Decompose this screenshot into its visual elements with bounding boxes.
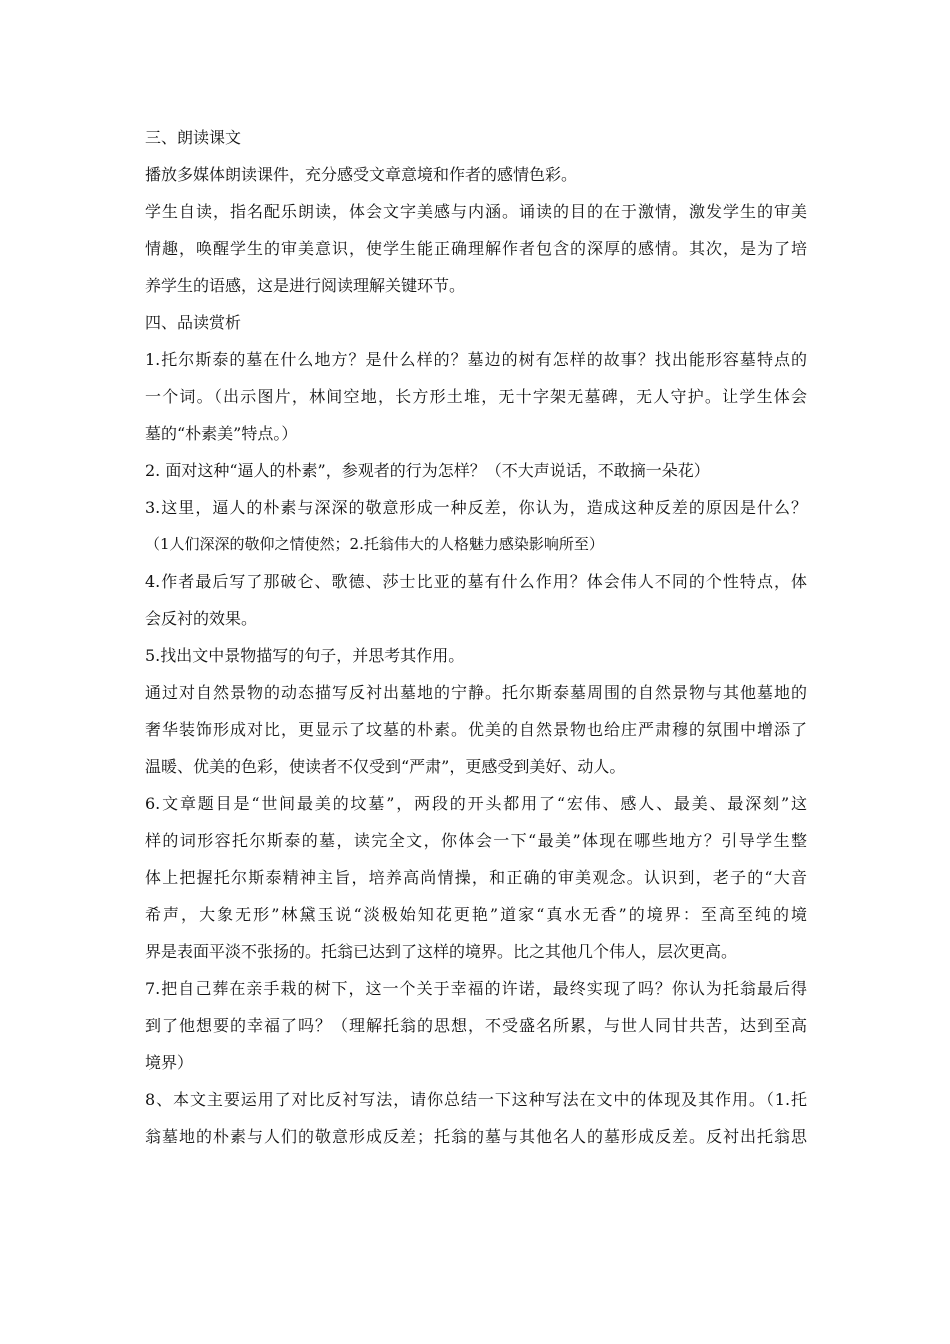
paragraph-line: 学生自读，指名配乐朗读，体会文字美感与内涵。诵读的目的在于激情，激发学生的审美 xyxy=(145,202,807,221)
paragraph-line: 播放多媒体朗读课件，充分感受文章意境和作者的感情色彩。 xyxy=(145,165,578,184)
paragraph-line: 情趣，唤醒学生的审美意识，使学生能正确理解作者包含的深厚的感情。其次，是为了培 xyxy=(145,239,807,258)
paragraph-line: 通过对自然景物的动态描写反衬出墓地的宁静。托尔斯泰墓周围的自然景物与其他墓地的 xyxy=(145,683,807,702)
question-line: 6.文章题目是“世间最美的坟墓”，两段的开头都用了“宏伟、感人、最美、最深刻”这 xyxy=(145,794,807,813)
question-line: 3.这里，逼人的朴素与深深的敬意形成一种反差，你认为，造成这种反差的原因是什么？ xyxy=(145,498,807,517)
question-line: 体上把握托尔斯泰精神主旨，培养高尚情操，和正确的审美观念。认识到，老子的“大音 xyxy=(145,868,807,887)
question-line: 墓的“朴素美”特点。） xyxy=(145,424,298,443)
question-line: 境界） xyxy=(145,1053,194,1072)
question-line: 8、本文主要运用了对比反衬写法，请你总结一下这种写法在文中的体现及其作用。（1.托 xyxy=(145,1090,807,1109)
question-line: 界是表面平淡不张扬的。托翁已达到了这样的境界。比之其他几个伟人，层次更高。 xyxy=(145,942,738,961)
question-line: 7.把自己葬在亲手栽的树下，这一个关于幸福的许诺，最终实现了吗？你认为托翁最后得 xyxy=(145,979,807,998)
paragraph-line: 奢华装饰形成对比，更显示了坟墓的朴素。优美的自然景物也给庄严肃穆的氛围中增添了 xyxy=(145,720,807,739)
question-line: 希声，大象无形”林黛玉说“淡极始知花更艳”道家“真水无香”的境界：至高至纯的境 xyxy=(145,905,807,924)
question-line: 1.托尔斯泰的墓在什么地方？是什么样的？墓边的树有怎样的故事？找出能形容墓特点的 xyxy=(145,350,807,369)
question-line: 5.找出文中景物描写的句子，并思考其作用。 xyxy=(145,646,465,665)
question-line: 一个词。（出示图片，林间空地，长方形土堆，无十字架无墓碑，无人守护。让学生体会 xyxy=(145,387,807,406)
question-line: 翁墓地的朴素与人们的敬意形成反差；托翁的墓与其他名人的墓形成反差。反衬出托翁思 xyxy=(145,1127,807,1146)
question-line: 2. 面对这种“逼人的朴素”，参观者的行为怎样？（不大声说话，不敢摘一朵花） xyxy=(145,461,710,480)
paragraph-line: 养学生的语感，这是进行阅读理解关键环节。 xyxy=(145,276,466,295)
question-line: 4.作者最后写了那破仑、歌德、莎士比亚的墓有什么作用？体会伟人不同的个性特点，体 xyxy=(145,572,807,591)
paragraph-line: 温暖、优美的色彩，使读者不仅受到“严肃”，更感受到美好、动人。 xyxy=(145,757,626,776)
question-line: 样的词形容托尔斯泰的墓，读完全文，你体会一下“最美”体现在哪些地方？引导学生整 xyxy=(145,831,807,850)
question-line: 到了他想要的幸福了吗？（理解托翁的思想，不受盛名所累，与世人同甘共苦，达到至高 xyxy=(145,1016,807,1035)
document-body xyxy=(145,119,807,1155)
question-line: 会反衬的效果。 xyxy=(145,609,258,628)
answer-line: （1人们深深的敬仰之情使然；2.托翁伟大的人格魅力感染影响所至） xyxy=(145,535,604,553)
section-heading: 四、品读赏析 xyxy=(145,313,242,332)
section-heading: 三、朗读课文 xyxy=(145,128,242,147)
